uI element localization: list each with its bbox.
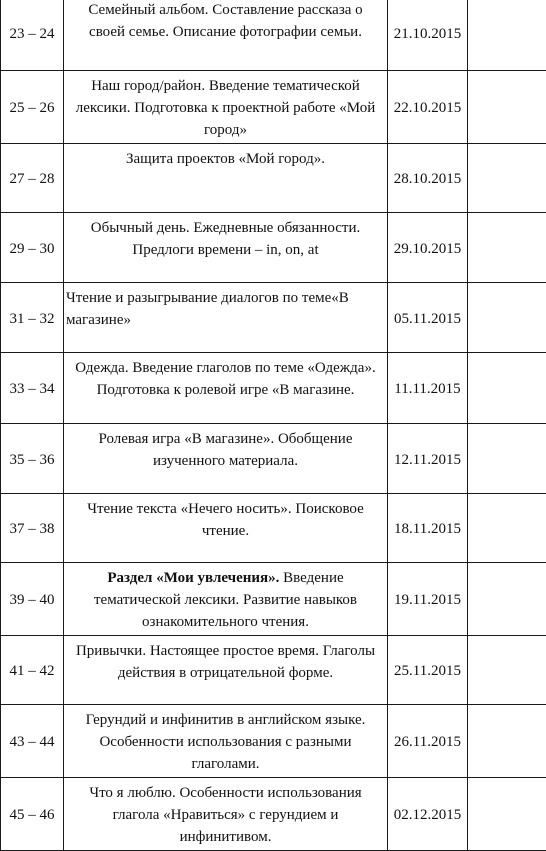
lesson-number-cell: 33 – 34 (1, 353, 64, 424)
empty-cell (468, 353, 546, 424)
lesson-number-cell: 25 – 26 (1, 71, 64, 144)
table-row (1, 0, 546, 71)
empty-cell (468, 705, 546, 778)
lesson-date-cell: 02.12.2015 (388, 778, 468, 851)
lesson-topic-text: Ролевая игра «В магазине». Обобщение изученного материала. (99, 431, 353, 469)
lesson-topic-text: Чтение и разыгрывание диалогов по теме«В магазине» (66, 290, 349, 328)
lesson-number-cell: 27 – 28 (1, 144, 64, 213)
lesson-date-cell: 25.11.2015 (388, 636, 468, 705)
lesson-topic-cell (64, 283, 388, 353)
lesson-topic-cell (64, 0, 388, 71)
lesson-topic-cell (64, 778, 388, 851)
lesson-topic-text: Герундий и инфинитив в английском языке. Особенности использования с разными глаголами. (86, 712, 366, 772)
table-row (1, 424, 546, 494)
empty-cell (468, 144, 546, 213)
lesson-topic-text: Семейный альбом. Составление рассказа о своей семье. Описание фотографии семьи. (88, 2, 362, 40)
empty-cell (468, 494, 546, 563)
empty-cell (468, 778, 546, 851)
lesson-number-cell: 37 – 38 (1, 494, 64, 563)
table-row (1, 636, 546, 705)
lesson-topic-cell (64, 705, 388, 778)
lesson-date-cell: 12.11.2015 (388, 424, 468, 494)
lesson-topic-text: Введение тематической лексики. Развитие навыков ознакомительного чтения. (94, 570, 357, 630)
lesson-topic-cell (64, 71, 388, 144)
lesson-topic-cell (64, 144, 388, 213)
empty-cell (468, 213, 546, 283)
lesson-number-cell: 31 – 32 (1, 283, 64, 353)
table-row (1, 705, 546, 778)
lesson-topic-text: Одежда. Введение глаголов по теме «Одежда». Подготовка к ролевой игре «В магазине. (75, 360, 375, 398)
lesson-date-cell: 19.11.2015 (388, 563, 468, 636)
lesson-date-cell: 29.10.2015 (388, 213, 468, 283)
lesson-topic-cell (64, 213, 388, 283)
lesson-plan-body (1, 0, 546, 851)
empty-cell (468, 0, 546, 71)
empty-cell (468, 424, 546, 494)
lesson-number-cell: 39 – 40 (1, 563, 64, 636)
empty-cell (468, 283, 546, 353)
table-row (1, 563, 546, 636)
lesson-number-cell: 29 – 30 (1, 213, 64, 283)
lesson-topic-cell (64, 563, 388, 636)
lesson-topic-text: Защита проектов «Мой город». (126, 151, 325, 167)
lesson-topic-cell (64, 494, 388, 563)
lesson-topic-text: Чтение текста «Нечего носить». Поисковое чтение. (87, 501, 364, 539)
lesson-date-cell: 22.10.2015 (388, 71, 468, 144)
lesson-topic-text: Что я люблю. Особенности использования глагола «Нравиться» с герундием и инфинитивом. (89, 785, 361, 845)
section-heading: Раздел «Мои увлечения». (107, 570, 279, 586)
lesson-number-cell: 35 – 36 (1, 424, 64, 494)
lesson-topic-text: Обычный день. Ежедневные обязанности. Предлоги времени – in, on, at (91, 220, 361, 258)
lesson-date-cell: 28.10.2015 (388, 144, 468, 213)
lesson-topic-text: Привычки. Настоящее простое время. Глаголы действия в отрицательной форме. (76, 643, 375, 681)
lesson-date-cell: 26.11.2015 (388, 705, 468, 778)
table-row (1, 144, 546, 213)
table-row (1, 283, 546, 353)
lesson-date-cell: 11.11.2015 (388, 353, 468, 424)
empty-cell (468, 71, 546, 144)
lesson-number-cell: 43 – 44 (1, 705, 64, 778)
lesson-date-cell: 05.11.2015 (388, 283, 468, 353)
lesson-topic-cell (64, 424, 388, 494)
lesson-date-cell: 21.10.2015 (388, 0, 468, 71)
table-row (1, 494, 546, 563)
lesson-number-cell: 23 – 24 (1, 0, 64, 71)
lesson-topic-cell (64, 636, 388, 705)
lesson-number-cell: 41 – 42 (1, 636, 64, 705)
table-row (1, 71, 546, 144)
lesson-topic-text: Наш город/район. Введение тематической лексики. Подготовка к проектной работе «Мой город» (76, 78, 375, 138)
table-row (1, 778, 546, 851)
table-row (1, 353, 546, 424)
table-row (1, 213, 546, 283)
lesson-topic-cell (64, 353, 388, 424)
empty-cell (468, 636, 546, 705)
lesson-number-cell: 45 – 46 (1, 778, 64, 851)
lesson-date-cell: 18.11.2015 (388, 494, 468, 563)
empty-cell (468, 563, 546, 636)
